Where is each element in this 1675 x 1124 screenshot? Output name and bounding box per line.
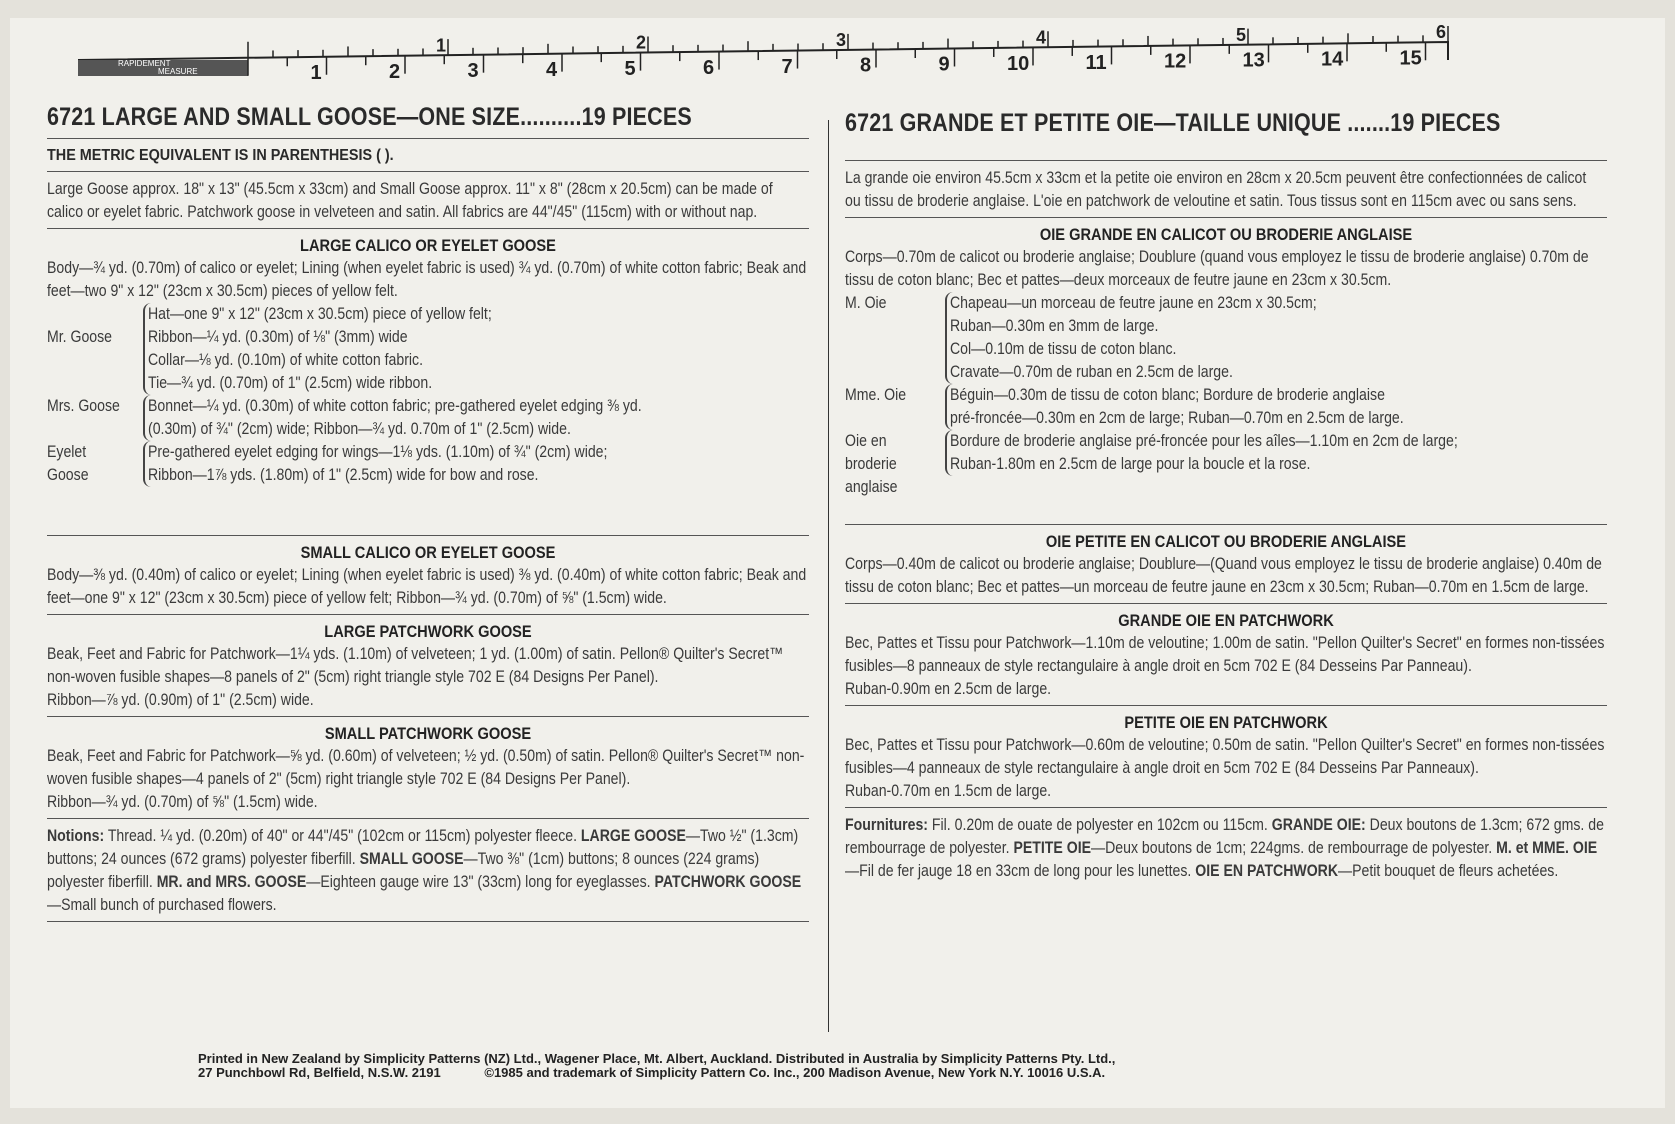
column-divider [828,120,829,1032]
footer-copyright: ©1985 and trademark of Simplicity Pattern Co. Inc., 200 Madison Avenue, New York N.Y. 10016 U.S.A. [484,1065,1106,1080]
list-item: Hat—one 9" x 12" (23cm x 30.5cm) piece of yellow felt; [148,305,492,323]
list-item: Béguin—0.30m de tissu de coton blanc; Bordure de broderie anglaise [950,386,1385,404]
section-rule [47,614,809,615]
inch-label: 2 [636,32,647,53]
grande-calicot-heading: OIE GRANDE EN CALICOT OU BRODERIE ANGLAISE [1039,225,1413,244]
large-patchwork-ribbon: Ribbon—⅞ yd. (0.90m) of 1" (2.5cm) wide. [47,691,314,709]
cm-label: 3 [467,59,479,82]
mr-goose-label: Mr. Goose [47,328,113,346]
ruler-label-1: RAPIDEMENT [118,59,171,68]
english-column [47,96,809,928]
cm-label: 2 [389,60,401,83]
bottom-edge [0,1108,1675,1124]
cm-label: 14 [1321,48,1344,71]
petite-patchwork-heading: PETITE OIE EN PATCHWORK [1124,713,1328,732]
notions-part: —Two ⅜" (1cm) buttons; 8 ounces (224 grams) polyester fiberfill. [47,850,760,891]
mme-oie-group [845,384,1607,430]
inch-label: 6 [1436,24,1447,43]
section-rule [47,171,809,172]
fournitures-bold: OIE EN PATCHWORK [1195,862,1339,880]
section-rule [845,705,1607,706]
section-rule [47,716,809,717]
petite-patchwork-body: Bec, Pattes et Tissu pour Patchwork—0.60m de veloutine; 0.50m de satin. "Pellon Quilter's Secret" en formes non-tissées fusibles—4 panneaux de style rectangulaire à angle droit en 5cm 702 E (84 Desseins Par Panneaux). [845,736,1605,777]
list-item: (0.30m) of ¾" (2cm) wide; Ribbon—¾ yd. 0.70m of 1" (2.5cm) wide. [148,420,571,438]
fournitures-bold: M. et MME. OIE [1496,839,1598,857]
list-item: Ruban-1.80m en 2.5cm de large pour la boucle et la rose. [950,455,1311,473]
right-edge [1665,0,1675,1124]
cm-label: 7 [781,55,793,78]
intro-text: La grande oie environ 45.5cm x 33cm et la petite oie environ en 28cm x 20.5cm peuvent être confectionnées de calicot ou tissu de broderie anglaise. L'oie en patchwork de veloutine et satin. Tous tissus sont en 115cm avec ou sans sens. [845,169,1587,210]
notions-part: Thread. ¼ yd. (0.20m) of 40" or 44"/45" (102cm or 115cm) polyester fleece. [104,827,581,845]
grande-calicot-body: Corps—0.70m de calicot ou broderie anglaise; Doublure (quand vous employez le tissu de broderie anglaise) 0.70m de tissu de coton blanc; Bec et pattes—deux morceaux de feutre jaune en 23cm x 30.5cm. [845,248,1589,289]
list-item: Chapeau—un morceau de feutre jaune en 23cm x 30.5cm; [950,294,1317,312]
cm-label: 8 [860,54,872,77]
large-calico-body: Body—¾ yd. (0.70m) of calico or eyelet; Lining (when eyelet fabric is used) ¾ yd. (0.70m) of white cotton fabric; Beak and feet—two 9" x 12" (23cm x 30.5cm) pieces of yellow felt. [47,259,807,300]
section-rule [47,228,809,229]
list-item: Col—0.10m de tissu de coton blanc. [950,340,1177,358]
fournitures-label: Fournitures: [845,816,929,834]
section-rule [47,818,809,819]
small-patchwork-body: Beak, Feet and Fabric for Patchwork—⅝ yd. (0.60m) of velveteen; ½ yd. (0.50m) of satin. Pellon® Quilter's Secret™ non-woven fusible shapes—4 panels of 2" (5cm) right triangle style 702 E (84 Designs Per Panel). [47,747,805,788]
petite-calicot-heading: OIE PETITE EN CALICOT OU BRODERIE ANGLAISE [1045,532,1407,551]
small-calico-body: Body—⅜ yd. (0.40m) of calico or eyelet; Lining (when eyelet fabric is used) ⅜ yd. (0.40m) of white cotton fabric; Beak and feet—one 9" x 12" (23cm x 30.5cm) piece of yellow felt; Ribbon—¾ yd. (0.70m) of ⅝" (1.5cm) wide. [47,566,807,607]
m-oie-group [845,292,1607,384]
title-rule [845,160,1607,161]
french-title: 6721 GRANDE ET PETITE OIE—TAILLE UNIQUE .......19 PIECES [845,109,1501,137]
list-item: pré-froncée—0.30m en 2cm de large; Ruban—0.70m en 2.5cm de large. [950,409,1404,427]
small-patchwork-ribbon: Ribbon—¾ yd. (0.70m) of ⅝" (1.5cm) wide. [47,793,318,811]
fournitures-part: Fil. 0.20m de ouate de polyester en 102cm ou 115cm. [928,816,1272,834]
mrs-goose-group [47,395,809,441]
large-patchwork-body: Beak, Feet and Fabric for Patchwork—1¼ yds. (1.10m) of velveteen; 1 yd. (1.00m) of satin. Pellon® Quilter's Secret™ non-woven fusible shapes—8 panels of 2" (5cm) right triangle style 702 E (84 Designs Per Panel). [47,645,784,686]
fournitures-part: Deux boutons de 1.3cm; 672 gms. de rembourrage de polyester. [845,816,1604,857]
small-calico-heading: SMALL CALICO OR EYELET GOOSE [300,543,556,562]
cm-label: 1 [310,61,322,84]
title-rule [47,138,809,139]
notions-bold: SMALL GOOSE [359,850,464,868]
list-item: Tie—¾ yd. (0.70m) of 1" (2.5cm) wide ribbon. [148,374,433,392]
fournitures-text [845,814,1605,883]
fournitures-bold: GRANDE OIE: [1271,816,1366,834]
section-rule [845,807,1607,808]
ruler-label-2: MEASURE [158,67,198,76]
mme-oie-label: Mme. Oie [845,386,907,404]
list-item: Bordure de broderie anglaise pré-froncée pour les aîles—1.10m en 2cm de large; [950,432,1458,450]
cm-label: 6 [703,56,715,79]
fournitures-part: —Deux boutons de 1cm; 224gms. de rembourrage de polyester. [1091,839,1497,857]
petite-patchwork-ribbon: Ruban-0.70m en 1.5cm de large. [845,782,1052,800]
oie-broderie-group [845,430,1607,499]
m-oie-label: M. Oie [845,294,887,312]
intro-text: Large Goose approx. 18" x 13" (45.5cm x 33cm) and Small Goose approx. 11" x 8" (28cm x 20.5cm) can be made of calico or eyelet fabric. Patchwork goose in velveteen and satin. All fabrics are 44"/45" (115cm) with or without nap. [47,180,773,221]
mr-goose-group [47,303,809,395]
notions-part: —Eighteen gauge wire 13" (33cm) long for eyeglasses. [306,873,655,891]
list-item: Ribbon—1⅞ yds. (1.80m) of 1" (2.5cm) wide for bow and rose. [148,466,539,484]
measuring-ruler [78,24,1468,94]
section-rule [845,524,1607,525]
notions-bold: PATCHWORK GOOSE [654,873,802,891]
mrs-goose-label: Mrs. Goose [47,397,120,415]
eyelet-goose-group [47,441,809,487]
notions-bold: LARGE GOOSE [580,827,686,845]
list-item: Collar—⅛ yd. (0.10m) of white cotton fabric. [148,351,423,369]
fournitures-bold: PETITE OIE [1013,839,1092,857]
grande-patchwork-body: Bec, Pattes et Tissu pour Patchwork—1.10m de veloutine; 1.00m de satin. "Pellon Quilter's Secret" en formes non-tissées fusibles—8 panneaux de style rectangulaire à angle droit en 5cm 702 E (84 Desseins Par Panneau). [845,634,1605,675]
grande-patchwork-ribbon: Ruban-0.90m en 2.5cm de large. [845,680,1052,698]
list-item: Cravate—0.70m de ruban en 2.5cm de large. [950,363,1233,381]
notions-part: —Small bunch of purchased flowers. [47,896,277,914]
english-title: 6721 LARGE AND SMALL GOOSE—ONE SIZE..........19 PIECES [47,103,692,131]
left-edge [0,0,10,1124]
cm-label: 10 [1007,52,1030,75]
footer-line-1: Printed in New Zealand by Simplicity Patterns (NZ) Ltd., Wagener Place, Mt. Albert, Auckland. Distributed in Australia by Simplicity Patterns Pty. Ltd., [198,1051,1116,1066]
list-item: Ribbon—¼ yd. (0.30m) of ⅛" (3mm) wide [148,328,408,346]
cm-label: 12 [1164,50,1187,73]
top-fold-edge [0,0,1675,18]
notions-bold: MR. and MRS. GOOSE [156,873,307,891]
inch-label: 3 [836,30,847,51]
inch-label: 4 [1036,27,1047,48]
section-rule [47,921,809,922]
footer-line-2 [198,1066,1398,1080]
metric-note: THE METRIC EQUIVALENT IS IN PARENTHESIS ( ). [47,147,394,164]
large-patchwork-heading: LARGE PATCHWORK GOOSE [324,622,532,641]
notions-label: Notions: [47,827,105,845]
inch-label: 5 [1236,24,1247,45]
inch-label: 1 [436,35,447,56]
large-calico-heading: LARGE CALICO OR EYELET GOOSE [300,236,556,255]
list-item: Pre-gathered eyelet edging for wings—1⅛ yds. (1.10m) of ¾" (2cm) wide; [148,443,608,461]
cm-label: 13 [1242,49,1265,72]
fournitures-part: —Fil de fer jauge 18 en 33cm de long pour les lunettes. [845,862,1196,880]
printer-footer [198,1052,1398,1080]
cm-label: 9 [938,53,950,76]
notions-text [47,825,807,917]
footer-address: 27 Punchbowl Rd, Belfield, N.S.W. 2191 [198,1065,441,1080]
petite-calicot-body: Corps—0.40m de calicot ou broderie anglaise; Doublure—(Quand vous employez le tissu de broderie anglaise) 0.40m de tissu de coton blanc; Bec et pattes—un morceau de feutre jaune en 23cm x 30.5cm; Ruban—0.70m en 1.5cm de large. [845,555,1602,596]
grande-patchwork-heading: GRANDE OIE EN PATCHWORK [1118,611,1334,630]
list-item: Ruban—0.30m en 3mm de large. [950,317,1159,335]
french-column [845,96,1607,883]
section-rule [47,535,809,536]
cm-label: 5 [624,57,636,80]
section-rule [845,603,1607,604]
cm-label: 11 [1085,51,1107,74]
cm-label: 4 [546,58,558,81]
fournitures-part: —Petit bouquet de fleurs achetées. [1338,862,1559,880]
eyelet-goose-label: Eyelet Goose [47,443,89,484]
notions-part: —Two ½" (1.3cm) buttons; 24 ounces (672 grams) polyester fiberfill. [47,827,799,868]
section-rule [845,217,1607,218]
cm-label: 15 [1399,47,1422,70]
list-item: Bonnet—¼ yd. (0.30m) of white cotton fabric; pre-gathered eyelet edging ⅜ yd. [148,397,642,415]
small-patchwork-heading: SMALL PATCHWORK GOOSE [324,724,532,743]
oie-broderie-label: Oie en broderie anglaise [845,432,898,496]
